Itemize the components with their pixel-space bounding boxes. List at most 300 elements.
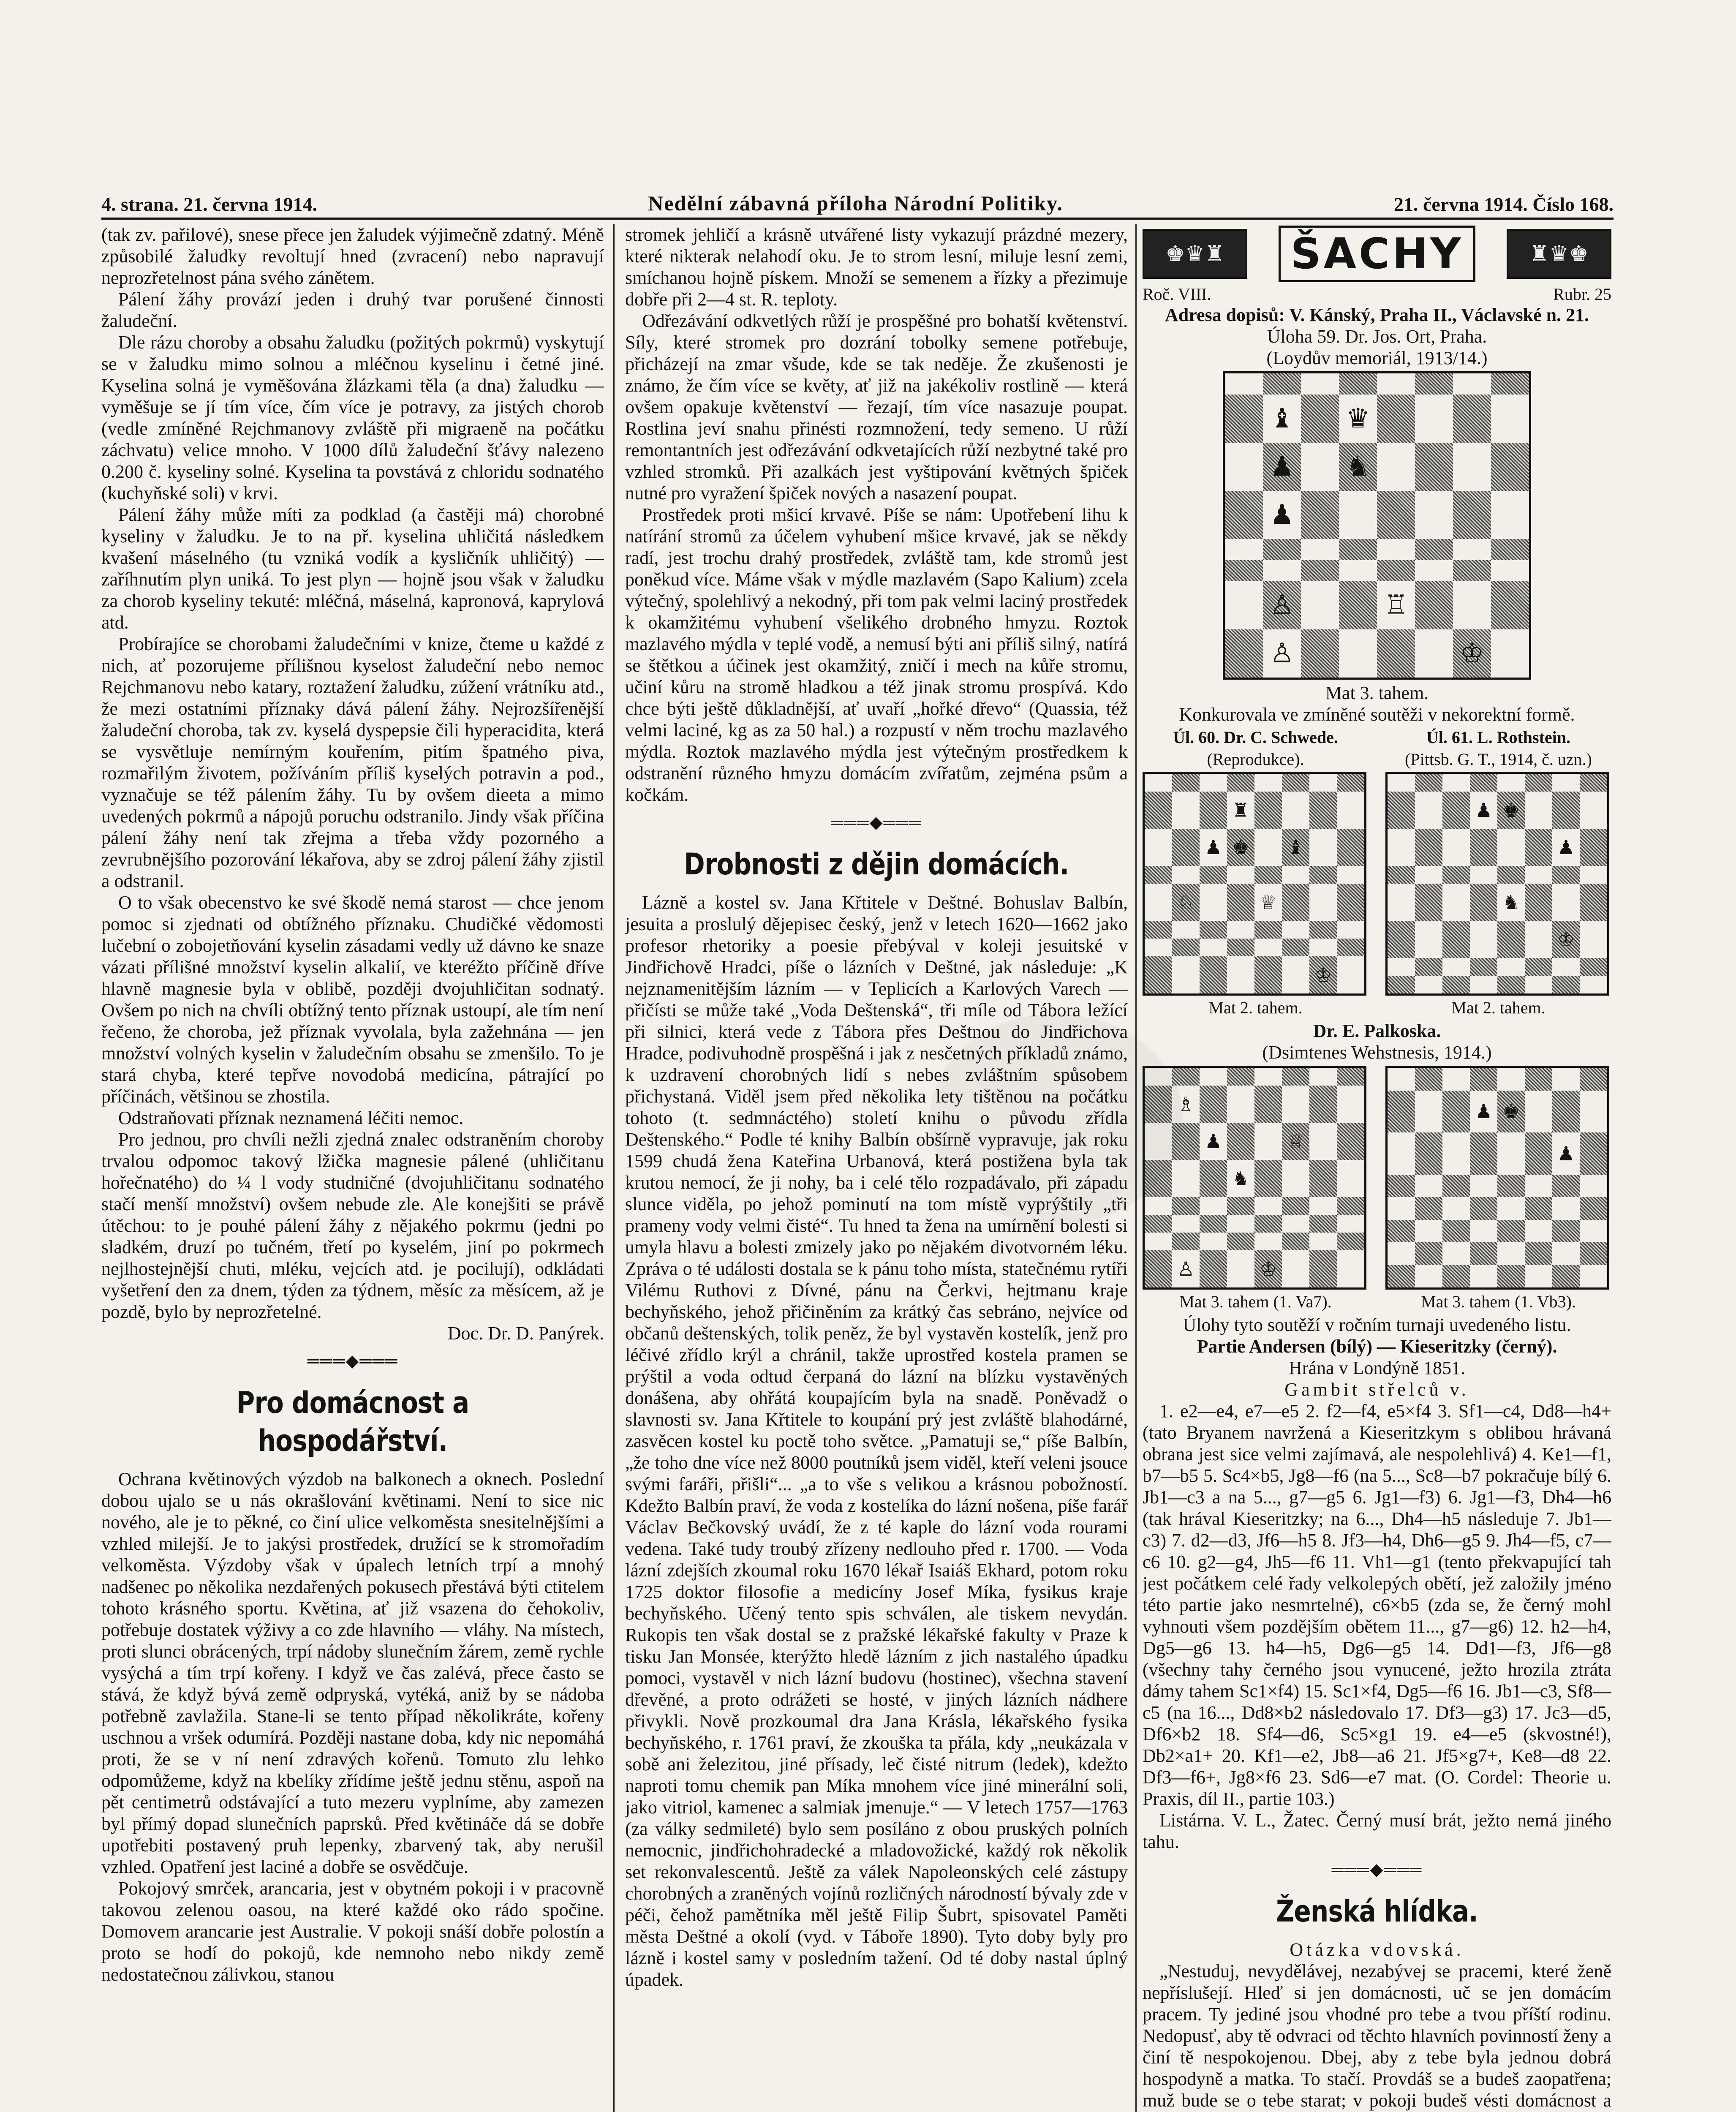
- chess-board-60: [1143, 772, 1366, 996]
- chess-square: [1497, 1265, 1525, 1288]
- chess-square: [1309, 1233, 1337, 1250]
- chess-square: [1453, 629, 1491, 678]
- chess-square: [1200, 1250, 1227, 1287]
- chess-square: [1388, 1242, 1415, 1265]
- chess-square: [1225, 395, 1263, 443]
- chess-square: [1339, 581, 1377, 629]
- paragraph: Lázně a kostel sv. Jana Křtitele v Deštné. Bohuslav Balbín, jesuita a proslulý dějepisec český, jenž v letech 1620—1662 jako profesor rhetoriky a poesie přebýval v koleji jesuitské v Jindřichově Hradci, píše o lázních v Deštné, jak následuje: „K nejznamenitějším lázním — v Teplicích a Karlových Varech — přičísti se může také „Voda Deštenská“, tři míle od Tábora ležící při silnici, která vede z Tábora přes Deštnou do Jindřichova Hradce, podivuhodně prospěšná i jak z nesčetných příkladů známo, k uzdravení chorobných lidí s nebes zvláštním spůsobem přichystaná. Viděl jsem před několika lety tištěnou na počátku tohoto (t. sedmnáctého) století knihu o původu zřídla Deštenského.“ Podle té knihy Balbín obšírně vypravuje, jak roku 1599 chudá žena Kateřina Urbanová, která postižena byla tak krutou nemocí, že ji nohy, ba i celé tělo rozpadávalo, při západu slunce viděla, po jehož pominutí na tom místě vyprýštily „tři prameny vody velmi čisté“. Tu hned ta žena na umírnění bolesti si umyla hlavu a bolesti zmizely jako po nějakém divotvorném léku. Zpráva o té události dostala se k pánu toho místa, statečnému rytíři Vilému Ruthovi z Dívné, pánu na Čerkvi, hejtmanu kraje bechyňského, jehož přičiněním za krátký čas sebráno, nejvíce od občanů deštenských, tolik peněz, že byl vystavěn kostelík, jenž pro léčivé zřídlo krýl a chránil, takže uprostřed kostela pramen se prýštil a voda odtud čerpaná do lázní na blízku vystavěných donášena, aby ohřátá koupajícím byla na snadě. Poněvadž o slavnosti sv. Jana Křtitele to koupání prý jest zvláště blahodárné, zasvěcen kostel ku poctě toho světce. „Pamatuji se,“ píše Balbín, „že toho dne více než 8000 poutníků jsem viděl, kteří veleni jsouce svými faráři, přišli“... „a to vše s velikou a krásnou pobožností. Kdežto Balbín praví, že voda z kostelíka do lázní nošena, píše farář Václav Bečkovský uvádí, že z té kaple do lázní voda rourami vedena. Také tudy troubý zřízeny nedlouho před r. 1700. — Voda lázní zdejších zkoumal roku 1670 lékař Isaiáš Ekhard, potom roku 1725 doktor filosofie a medicíny Josef Míka, fysikus kraje bechyňského. Učený tento spis schválen, ale tiskem nevydán. Rukopis ten však dostal se z pražské lékařské fakulty v Praze k tisku Jan Monsée, kterýžto hledě lázním z jich nastalého úpadku pomoci, vystavěl v nich lázní budovu (hostinec), všechna stavení dřevěné, a proto odrážeti se hosté, v jiných lázních nádhere přivykli. Nově prozkoumal dra Jana Krásla, lékařského fysika bechyňského, r. 1761 praví, že zkouška ta přála, kdy „neukázala v sobě ani železitou, jiné přísady, leč čisté nitrum (ledek), kdežto naproti tomu chemik pan Míka mnohem více jiné minerální soli, jako vitriol, kamenec a salmiak jmenuje.“ — V letech 1757—1763 (za války sedmileté) bylo sem posíláno z obou pruských polních nemocnic, jindřichohradecké a mladovožické, každý rok několik set rekonvalescentů. Ještě za válek Napoleonských celé zástupy chorobných a zraněných vojínů rozličných národností bývaly zde v péči, čehož pamětníka měl ještě Filip Šubrt, spisovatel Paměti města Deštné a okolí (vyd. v Táboře 1890). Tyto doby byly pro lázně i kostel samy v posledním tažení. Od té doby nastal úplný úpadek.: [625, 892, 1128, 1990]
- chess-square: [1377, 581, 1415, 629]
- chess-square: [1301, 539, 1339, 560]
- problem-59-source: (Loydův memoriál, 1913/14.): [1266, 348, 1488, 368]
- chess-square: [1282, 792, 1309, 829]
- chess-square: [1227, 956, 1254, 993]
- chess-square: [1309, 1086, 1337, 1123]
- chess-square: [1172, 1197, 1200, 1215]
- chess-square: [1309, 1068, 1337, 1086]
- chess-square: [1225, 491, 1263, 539]
- chess-board-61: [1385, 772, 1609, 996]
- column-divider-1: [613, 224, 615, 2112]
- paragraph: O to však obecenstvo ke své škodě nemá starost — chce jenom pomoc si zjednati od obtížného příznaku. Chudičké vědomosti lučební o zobojetňování kyselin zásadami vedly už dávno ke snaze vázati přílišné množství kyselin alkalií, ve kteréžto příčině dříve hlavně magnesie byla v oblibě, později dvojuhličitan sodnatý. Ovšem po nich na chvíli obtížný tento příznak ustoupí, ale tím není řečeno, že choroba, jež příznak vyvolala, byla zažehnána — jen množství volných kyselin v žaludečním obsahu se zmenšilo. To je stará chyba, které tepřve novodobá medicína, pátrající po příčinách, většinou se zhostila.: [101, 892, 604, 1107]
- chess-square: [1309, 1123, 1337, 1160]
- chess-piece-icon: ♞: [1346, 451, 1370, 482]
- chess-square: [1552, 1220, 1580, 1243]
- article-signature: Doc. Dr. D. Panýrek.: [447, 1323, 604, 1344]
- chess-piece-icon: ♚: [1502, 799, 1520, 822]
- chess-square: [1172, 939, 1200, 956]
- chess-square: [1525, 774, 1552, 792]
- chess-square: [1254, 774, 1282, 792]
- chess-square: [1145, 774, 1172, 792]
- chess-square: [1263, 539, 1301, 560]
- chess-square: [1282, 921, 1309, 939]
- chess-square: [1580, 884, 1607, 921]
- chess-square: [1442, 958, 1470, 976]
- chess-square: [1172, 792, 1200, 829]
- problems-60-61-goals: [1143, 998, 1611, 1018]
- chess-square: [1470, 1132, 1497, 1175]
- chess-square: [1497, 1197, 1525, 1220]
- chess-piece-icon: ♟: [1270, 499, 1294, 531]
- chess-piece-icon: ♟: [1557, 836, 1575, 859]
- chess-square: [1145, 956, 1172, 993]
- chess-address: Adresa dopisů: V. Kánský, Praha II., Václavské n. 21.: [1165, 305, 1589, 325]
- paper-stain: [253, 1605, 444, 1766]
- chess-square: [1337, 1233, 1364, 1250]
- chess-square: [1309, 1215, 1337, 1233]
- chess-square: [1491, 539, 1529, 560]
- chess-square: [1200, 792, 1227, 829]
- chess-square: [1491, 629, 1529, 678]
- chess-square: [1145, 829, 1172, 866]
- chess-square: [1442, 1242, 1470, 1265]
- chess-square: [1580, 921, 1607, 958]
- chess-square: [1172, 1250, 1200, 1287]
- chess-square: [1580, 1175, 1607, 1198]
- chess-square: [1470, 1091, 1497, 1133]
- chess-square: [1415, 1242, 1442, 1265]
- chess-square: [1254, 829, 1282, 866]
- chess-square: [1337, 1160, 1364, 1197]
- chess-square: [1497, 1132, 1525, 1175]
- chess-piece-icon: ♟: [1475, 799, 1493, 822]
- chess-square: [1552, 829, 1580, 866]
- chess-piece-icon: ♕: [1259, 891, 1277, 914]
- chess-square: [1525, 921, 1552, 958]
- chess-square: [1552, 1265, 1580, 1288]
- chess-square: [1339, 629, 1377, 678]
- chess-square: [1337, 1068, 1364, 1086]
- chess-square: [1172, 829, 1200, 866]
- chess-square: [1282, 1215, 1309, 1233]
- problem-59-goal: Mat 3. tahem.: [1325, 683, 1429, 703]
- chess-square: [1200, 884, 1227, 921]
- chess-square: [1309, 1250, 1337, 1287]
- chess-square: [1580, 958, 1607, 976]
- chess-square: [1388, 1091, 1415, 1133]
- chess-square: [1470, 976, 1497, 993]
- chess-square: [1525, 792, 1552, 829]
- chess-square: [1415, 629, 1453, 678]
- chess-square: [1580, 1091, 1607, 1133]
- chess-square: [1227, 1123, 1254, 1160]
- chess-square: [1337, 792, 1364, 829]
- chess-square: [1227, 1086, 1254, 1123]
- chess-square: [1453, 373, 1491, 395]
- chess-square: [1227, 921, 1254, 939]
- chess-square: [1227, 939, 1254, 956]
- chess-square: [1580, 1197, 1607, 1220]
- chess-square: [1337, 1123, 1364, 1160]
- chess-piece-icon: ♞: [1502, 891, 1520, 914]
- chess-square: [1301, 443, 1339, 491]
- problem-author: Dr. E. Palkoska.: [1313, 1021, 1441, 1041]
- chess-square: [1309, 1197, 1337, 1215]
- chess-square: [1497, 792, 1525, 829]
- problems-62-63-goals: [1143, 1292, 1611, 1312]
- chess-square: [1453, 491, 1491, 539]
- chess-square: [1200, 829, 1227, 866]
- chess-square: [1470, 1197, 1497, 1220]
- mailbox-note: Listárna. V. L., Žatec. Černý musí brát, ježto nemá jiného tahu.: [1143, 1810, 1611, 1852]
- chess-square: [1442, 829, 1470, 866]
- chess-square: [1254, 1086, 1282, 1123]
- chess-volume: Roč. VIII.: [1143, 285, 1211, 304]
- chess-square: [1282, 774, 1309, 792]
- chess-square: [1497, 1220, 1525, 1243]
- chess-square: [1377, 373, 1415, 395]
- problem-61-source: (Pittsb. G. T., 1914, č. uzn.): [1405, 750, 1592, 769]
- header-right: 21. června 1914. Číslo 168.: [1393, 193, 1614, 215]
- chess-square: [1552, 958, 1580, 976]
- problem-61-goal: Mat 2. tahem.: [1451, 998, 1546, 1017]
- chess-piece-icon: ♟: [1204, 836, 1222, 859]
- chess-square: [1225, 373, 1263, 395]
- paragraph: Pokojový smrček, arancaria, jest v obytném pokoji i v pracovně takovou zelenou oasou, na které každé oko rádo spočine. Domovem arancarie jest Australie. V pokoji snáší dobře polostín a proto se hodí do pokojů, kde nemnoho nebo nikdy země nedostatečnou zálivkou, stanou: [101, 1878, 604, 1985]
- chess-square: [1497, 866, 1525, 884]
- chess-square: [1339, 373, 1377, 395]
- chess-square: [1388, 792, 1415, 829]
- chess-square: [1388, 1265, 1415, 1288]
- chess-square: [1470, 774, 1497, 792]
- chess-piece-icon: ♞: [1232, 1167, 1250, 1190]
- chess-piece-icon: ♜: [1232, 799, 1250, 822]
- chess-square: [1442, 792, 1470, 829]
- chess-square: [1172, 921, 1200, 939]
- game-moves: 1. e2—e4, e7—e5 2. f2—f4, e5×f4 3. Sf1—c4, Dd8—h4+ (tato Bryanem navržená a Kieseritzkym s oblibou hrávaná obrana jest sice velmi zajímavá, ale nespolehlivá) 4. Ke1—f1, b7—b5 5. Sc4×b5, Jg8—f6 (na 5..., Sc8—b7 pokračuje bílý 6. Jb1—c3 a na 5..., g7—g5 6. Jg1—f3) 6. Jg1—f3, Dh4—h6 (tak hrával Kieseritzky; na 6..., Dh4—h5 následuje 7. Jb1—c3) 7. d2—d3, Jf6—h5 8. Jf3—h4, Dh6—g5 9. Jh4—f5, c7—c6 10. g2—g4, Jh5—f6 11. Vh1—g1 (tento překvapující tah jest počátkem celé řady velkolepých obětí, jež založily jméno této partie jako nesmrtelné), c6×b5 (zda se, že černý mohl vyhnouti všem pozdějším obětem 11..., g7—g6) 12. h2—h4, Dg5—g6 13. h4—h5, Dg6—g5 14. Dd1—f3, Jf6—g8 (všechny tahy černého jsou vynucené, ježto hrozila ztráta dámy tahem Sc1×f4) 15. Sc1×f4, Dg5—f6 16. Jb1—c3, Sf8—c5 (na 16..., Dd8×b2 následovalo 17. Df3—g3) 17. Jc3—d5, Df6×b2 18. Sf4—d6, Sc5×g1 19. e4—e5 (skvostné!), Db2×a1+ 20. Kf1—e2, Jb8—a6 21. Jf5×g7+, Ke8—d8 22. Df3—f6+, Jg8×f6 23. Sd6—e7 mat. (O. Cordel: Theorie u. Praxis, díl II., partie 103.): [1143, 1401, 1611, 1809]
- chess-square: [1172, 884, 1200, 921]
- chess-square: [1301, 560, 1339, 581]
- problem-source: (Dsimtenes Wehstnesis, 1914.): [1262, 1042, 1492, 1063]
- chess-square: [1442, 976, 1470, 993]
- chess-square: [1580, 774, 1607, 792]
- chess-square: [1377, 491, 1415, 539]
- chess-square: [1388, 1175, 1415, 1198]
- chess-square: [1200, 921, 1227, 939]
- problem-59-title: Úloha 59. Dr. Jos. Ort, Praha.: [1267, 326, 1487, 347]
- chess-piece-icon: ♔: [1259, 1257, 1277, 1280]
- paper-stain: [929, 1014, 1183, 1225]
- chess-square: [1442, 1265, 1470, 1288]
- chess-square: [1227, 866, 1254, 884]
- chess-square: [1525, 884, 1552, 921]
- chess-square: [1377, 560, 1415, 581]
- chess-square: [1525, 958, 1552, 976]
- chess-square: [1339, 491, 1377, 539]
- chess-square: [1442, 1068, 1470, 1091]
- chess-square: [1225, 581, 1263, 629]
- paragraph: Odřezávání odkvetlých růží je prospěšné pro bohatší květenství. Síly, které stromek pro dozrání tobolky semene potřebuje, přicházejí na zmar všude, kde se tak neděje. Že zkušenosti je známo, že čím více se květy, ať již na jakékoliv rostlině — která ovšem opakuje květenství — řezají, tím více nasazuje poupat. Rostlina jeví snahu přinésti rozmnožení, tedy semeno. U růží remontantních jest odřezávání odkvetajících růží nezbytné také pro vzhled stromků. Při azalkách jest vyštipování květných špiček nutné pro vyražení špiček nových a nasazení poupat.: [625, 310, 1128, 504]
- chess-square: [1388, 1068, 1415, 1091]
- chess-square: [1388, 958, 1415, 976]
- chess-square: [1227, 1215, 1254, 1233]
- chess-square: [1282, 1086, 1309, 1123]
- paragraph: Probírajíce se chorobami žaludečními v knize, čteme u každé z nich, ať pozorujeme přílišnou kyselost žaludeční nebo nemoc Rejchmanovu nebo katary, roztažení žaludku, zúžení vrátníku atd., že mezi ostatními příznaky dává pálení žáhy. Nejrozšířenější žaludeční choroba, tak zv. kyselá dyspepsie čili hyperacidita, která se vysvětluje nemírným kouřením, pitím špatného piva, rozmařilým životem, požíváním příliš kyselých potravin a pod., vyznačuje se též pálením žáhy. Tu by ovšem dieeta a mimo uvedených pokrmů a nápojů poruchu odstranilo. Jindy však příčina pálení žáhy není tak zřejma a třeba vždy pozorného a zevrubnějšího pozorování lékařova, aby se zdroj pálení žáhy zjistil a odstranil.: [101, 634, 604, 891]
- chess-square: [1254, 884, 1282, 921]
- chess-square: [1301, 491, 1339, 539]
- chess-square: [1580, 1068, 1607, 1091]
- chess-square: [1254, 1068, 1282, 1086]
- chess-square: [1415, 958, 1442, 976]
- chess-piece-icon: ♙: [1177, 1257, 1195, 1280]
- chess-square: [1580, 866, 1607, 884]
- header-rule: [101, 218, 1614, 220]
- paragraph: Pro jednou, pro chvíli nežli zjedná znalec odstraněním choroby trvalou odpomoc takový lžička magnesie pálené (uhličitanu hořečnatého) do ¼ l vody studničné (dvojuhličitanu sodnatého stačí menší množství) ovšem nebude zle. Ale konejšiti se právě útěchou: to je pouhé pálení žáhy z nějakého pokrmu (jedni po sladkém, druzí po tučném, třetí po kyselém, jiní po pokrmech nejlhostejnější chuti, mléku, vejcích atd. je pocilují), odkládati vyšetření den za dnem, týden za týdnem, měsíc za měsícem, až je pozdě, bylo by neprozřetelné.: [101, 1129, 604, 1322]
- chess-square: [1415, 1132, 1442, 1175]
- chess-square: [1339, 539, 1377, 560]
- chess-square: [1309, 829, 1337, 866]
- chess-square: [1388, 1132, 1415, 1175]
- chess-square: [1254, 939, 1282, 956]
- chess-piece-icon: ♟: [1270, 451, 1294, 482]
- chess-piece-icon: ♟: [1204, 1130, 1222, 1153]
- chess-square: [1339, 395, 1377, 443]
- chess-square: [1282, 1233, 1309, 1250]
- chess-section-title: ŠACHY: [1279, 226, 1476, 282]
- chess-square: [1491, 443, 1529, 491]
- chess-square: [1580, 792, 1607, 829]
- chess-square: [1145, 884, 1172, 921]
- chess-square: [1227, 884, 1254, 921]
- chess-board-59: [1223, 371, 1531, 680]
- chess-square: [1200, 774, 1227, 792]
- chess-square: [1497, 1068, 1525, 1091]
- chess-square: [1470, 921, 1497, 958]
- chess-square: [1491, 560, 1529, 581]
- chess-square: [1415, 792, 1442, 829]
- problem-60-source: (Reprodukce).: [1207, 750, 1304, 769]
- chess-square: [1309, 884, 1337, 921]
- chess-square: [1388, 976, 1415, 993]
- chess-square: [1442, 884, 1470, 921]
- chess-square: [1377, 395, 1415, 443]
- problems-60-61-titles: [1143, 728, 1611, 747]
- chess-square: [1415, 443, 1453, 491]
- chess-square: [1200, 866, 1227, 884]
- game-opening: Gambit střelců v.: [1284, 1379, 1469, 1400]
- chess-square: [1309, 866, 1337, 884]
- chess-square: [1415, 921, 1442, 958]
- paragraph: (tak zv. pařilové), snese přece jen žaludek výjimečně zdatný. Méně způsobilé žaludky revoltují hned (zvracení) nebo napravují neprozřetelnost pána svého zánětem.: [101, 224, 604, 288]
- chess-square: [1200, 1160, 1227, 1197]
- chess-square: [1263, 629, 1301, 678]
- chess-square: [1388, 1220, 1415, 1243]
- chess-piece-icon: ♝: [1287, 836, 1305, 859]
- chess-square: [1580, 1242, 1607, 1265]
- chess-square: [1470, 1242, 1497, 1265]
- chess-piece-icon: ♕: [1287, 1130, 1305, 1153]
- chess-square: [1339, 443, 1377, 491]
- section-title-history: Drobnosti z dějin domácích.: [684, 847, 1069, 882]
- chess-piece-icon: ♔: [1557, 928, 1575, 951]
- chess-square: [1172, 866, 1200, 884]
- chess-piece-icon: ♖: [1384, 590, 1408, 621]
- chess-square: [1254, 1197, 1282, 1215]
- chess-square: [1282, 866, 1309, 884]
- chess-square: [1491, 491, 1529, 539]
- chess-square: [1470, 1068, 1497, 1091]
- chess-volume-line: [1143, 285, 1611, 304]
- chess-square: [1415, 1220, 1442, 1243]
- column-1: [101, 224, 604, 2112]
- chess-square: [1227, 774, 1254, 792]
- chess-square: [1442, 1197, 1470, 1220]
- chess-square: [1227, 829, 1254, 866]
- chess-square: [1552, 1091, 1580, 1133]
- chess-square: [1525, 1220, 1552, 1243]
- chess-square: [1497, 774, 1525, 792]
- chess-square: [1442, 1220, 1470, 1243]
- page-header: [101, 186, 1614, 215]
- chess-square: [1470, 884, 1497, 921]
- separator-ornament: ═══◆═══: [831, 813, 922, 832]
- chess-square: [1254, 921, 1282, 939]
- chess-square: [1388, 884, 1415, 921]
- chess-square: [1415, 1175, 1442, 1198]
- chess-piece-icon: ♛: [1346, 403, 1370, 434]
- chess-piece-icon: ♟: [1475, 1100, 1493, 1123]
- chess-piece-icon: ♟: [1557, 1142, 1575, 1165]
- chess-piece-icon: ♔: [1314, 963, 1332, 986]
- chess-square: [1227, 792, 1254, 829]
- chess-square: [1415, 866, 1442, 884]
- chess-square: [1580, 829, 1607, 866]
- chess-square: [1525, 1132, 1552, 1175]
- chess-piece-icon: ♔: [1460, 638, 1484, 669]
- chess-square: [1254, 1233, 1282, 1250]
- chess-square: [1442, 921, 1470, 958]
- chess-square: [1442, 866, 1470, 884]
- chess-square: [1470, 1265, 1497, 1288]
- chess-square: [1172, 1068, 1200, 1086]
- chess-square: [1225, 560, 1263, 581]
- chess-pieces-left-icon: ♚♛♜: [1143, 229, 1247, 279]
- chess-square: [1227, 1068, 1254, 1086]
- chess-square: [1552, 774, 1580, 792]
- chess-square: [1415, 539, 1453, 560]
- chess-square: [1309, 792, 1337, 829]
- chess-square: [1200, 1123, 1227, 1160]
- chess-square: [1442, 1091, 1470, 1133]
- chess-square: [1227, 1160, 1254, 1197]
- chess-square: [1525, 1091, 1552, 1133]
- chess-square: [1337, 1197, 1364, 1215]
- chess-square: [1172, 956, 1200, 993]
- chess-square: [1552, 1242, 1580, 1265]
- chess-square: [1580, 1132, 1607, 1175]
- chess-square: [1552, 866, 1580, 884]
- chess-square: [1470, 829, 1497, 866]
- chess-square: [1254, 956, 1282, 993]
- chess-square: [1200, 1086, 1227, 1123]
- chess-square: [1470, 866, 1497, 884]
- chess-square: [1254, 1215, 1282, 1233]
- chess-square: [1415, 560, 1453, 581]
- paragraph: Pálení žáhy může míti za podklad (a častěji má) chorobné kyseliny v žaludku. Je to na př. kyselina uhličitá následkem kvašení máselného (tu vzniká vodík a kysličník uhličitý) — zaříhnutím plyn uniká. To jest plyn — hojně jsou však v žaludku za chorob kyseliny tekuté: mléčná, máselná, kapronová, kaprylová atd.: [101, 504, 604, 633]
- chess-square: [1497, 1091, 1525, 1133]
- chess-square: [1388, 774, 1415, 792]
- chess-square: [1497, 921, 1525, 958]
- chess-square: [1470, 792, 1497, 829]
- chess-square: [1388, 866, 1415, 884]
- chess-square: [1453, 395, 1491, 443]
- chess-square: [1525, 976, 1552, 993]
- chess-square: [1470, 1220, 1497, 1243]
- chess-pieces-right-icon: ♜♛♚: [1507, 229, 1611, 279]
- chess-square: [1525, 1242, 1552, 1265]
- chess-square: [1227, 1233, 1254, 1250]
- chess-square: [1453, 581, 1491, 629]
- chess-square: [1172, 1160, 1200, 1197]
- separator-ornament: ═══◆═══: [307, 1351, 398, 1370]
- chess-square: [1254, 1123, 1282, 1160]
- chess-square: [1263, 395, 1301, 443]
- chess-square: [1415, 1068, 1442, 1091]
- problem-63-goal: Mat 3. tahem (1. Vb3).: [1421, 1292, 1576, 1311]
- chess-square: [1282, 1160, 1309, 1197]
- chess-square: [1525, 1265, 1552, 1288]
- chess-square: [1263, 373, 1301, 395]
- problem-62-goal: Mat 3. tahem (1. Va7).: [1179, 1292, 1332, 1311]
- chess-square: [1491, 373, 1529, 395]
- chess-header: [1143, 226, 1611, 282]
- paragraph: Prostředek proti mšicí krvavé. Píše se nám: Upotřebení lihu k natírání stromů za účelem vyhubení mšice krvavé, jak se někdy radí, jest trochu drahý prostředek, zvláště tam, kde stromů jest poněkud více. Máme však v mýdle mazlavém (Sapo Kalium) zcela výtečný, spolehlivý a nekodný, při tom pak velmi laciný prostředek k okamžitému vyhubení všelikého drobného hmyzu. Roztok mazlavého mýdla v teplé vodě, a nemusí býti ani příliš silný, natírá se štětkou a účinek jest okamžitý, zničí i mech na kůře stromu, učiní kůru na stromě hladkou a též jinak stromu prospívá. Kdo chce býti ještě důkladnější, ať uvaří „hořké dřevo“ (Quassia, též velmi laciné, kg as za 50 hal.) a rozpustí v něm trochu mazlavého mýdla. Roztok mazlavého mýdla jest výtečným prostředkem k odstranění různého hmyzu domácím zvířatům, zejména psům a kočkám.: [625, 504, 1128, 805]
- tournament-note: Úlohy tyto soutěží v ročním turnaji uvedeného listu.: [1183, 1315, 1571, 1335]
- chess-square: [1301, 581, 1339, 629]
- chess-square: [1525, 1068, 1552, 1091]
- header-left: 4. strana. 21. června 1914.: [101, 193, 318, 215]
- chess-square: [1301, 629, 1339, 678]
- chess-square: [1337, 1250, 1364, 1287]
- chess-square: [1145, 1233, 1172, 1250]
- chess-square: [1282, 939, 1309, 956]
- chess-square: [1525, 829, 1552, 866]
- chess-square: [1225, 629, 1263, 678]
- chess-square: [1415, 491, 1453, 539]
- chess-square: [1525, 866, 1552, 884]
- chess-square: [1552, 1175, 1580, 1198]
- chess-square: [1282, 884, 1309, 921]
- chess-square: [1497, 829, 1525, 866]
- chess-square: [1442, 1132, 1470, 1175]
- chess-square: [1227, 1197, 1254, 1215]
- chess-square: [1301, 373, 1339, 395]
- chess-square: [1388, 921, 1415, 958]
- paragraph: Pálení žáhy provází jeden i druhý tvar porušené činnosti žaludeční.: [101, 289, 604, 331]
- chess-square: [1580, 976, 1607, 993]
- chess-square: [1552, 1068, 1580, 1091]
- chess-square: [1442, 774, 1470, 792]
- chess-square: [1415, 1091, 1442, 1133]
